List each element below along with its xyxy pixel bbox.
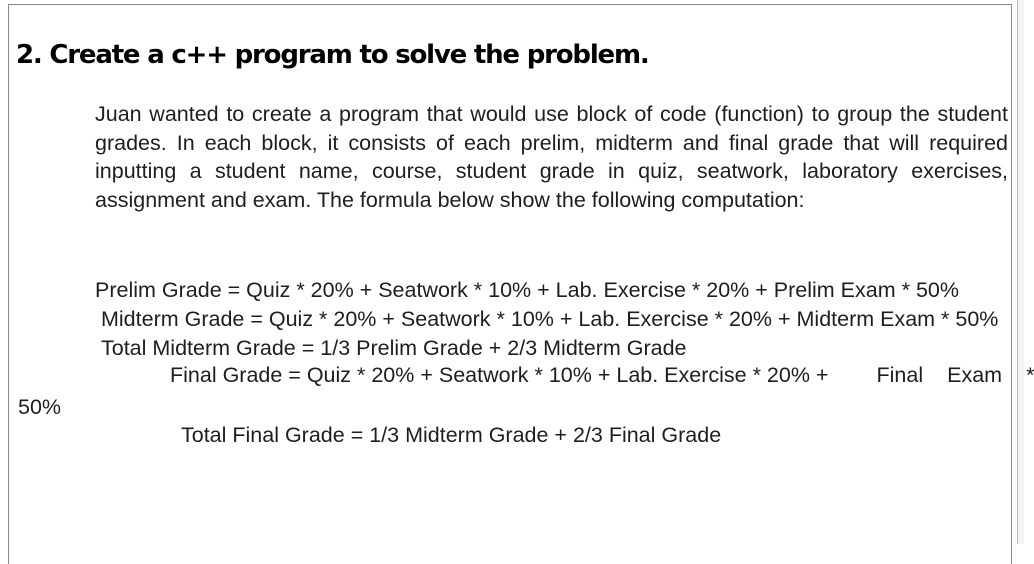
formula-final-grade-wrap: 50%: [18, 395, 62, 419]
formula-midterm-grade: Midterm Grade = Quiz * 20% + Seatwork * 10% + Lab. Exercise * 20% + Midterm Exam * 50%: [101, 307, 999, 331]
formula-total-midterm-grade: Total Midterm Grade = 1/3 Prelim Grade + 2/3 Midterm Grade: [101, 336, 687, 360]
formula-final-grade-word-final: Final: [876, 363, 924, 387]
formula-final-grade-multiply: *: [1026, 363, 1034, 387]
problem-description: Juan wanted to create a program that would use block of code (function) to group the student grades. In each block, it consists of each prelim, midterm and final grade that will required inputting a student name, course, student grade in quiz, seatwork, laboratory exercises, assignment and exam. The formula below show the following computation:: [95, 102, 1008, 212]
formula-final-grade-main: Final Grade = Quiz * 20% + Seatwork * 10% + Lab. Exercise * 20% +: [170, 363, 829, 387]
formula-final-grade-word-exam: Exam: [947, 363, 1003, 387]
page-edge: [1017, 0, 1024, 544]
problem-heading: 2. Create a c++ program to solve the problem.: [16, 40, 649, 70]
formula-total-final-grade: Total Final Grade = 1/3 Midterm Grade + 2/3 Final Grade: [181, 423, 722, 447]
formula-final-grade: [170, 363, 1034, 388]
formula-prelim-grade: Prelim Grade = Quiz * 20% + Seatwork * 10% + Lab. Exercise * 20% + Prelim Exam * 50%: [95, 278, 959, 302]
